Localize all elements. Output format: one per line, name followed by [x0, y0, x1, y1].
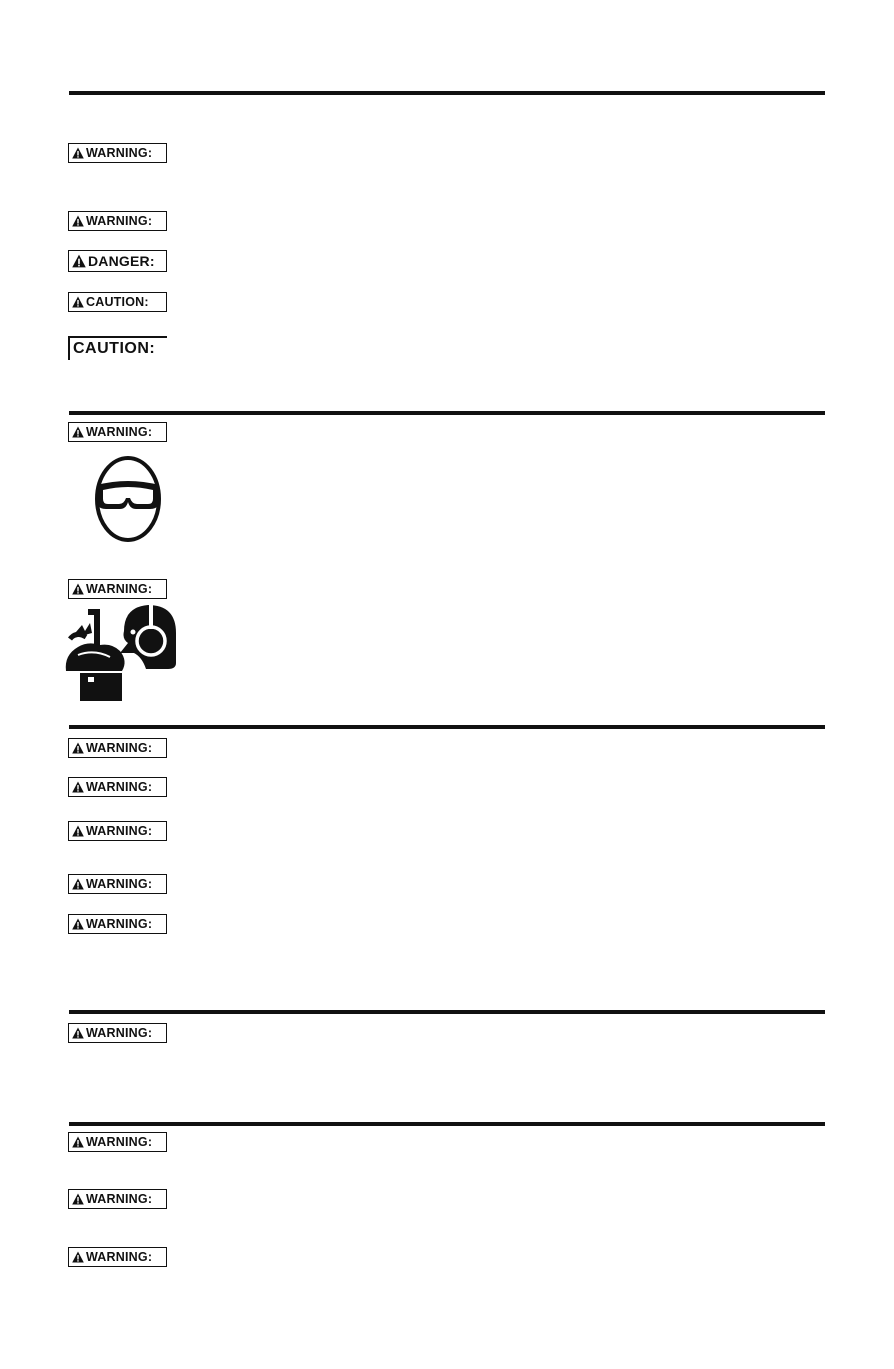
- danger-label: [68, 250, 167, 272]
- warning-text: WARNING:: [86, 916, 153, 931]
- warning-label: [68, 1132, 167, 1152]
- caution-label-no-symbol: [68, 336, 167, 360]
- hearing-protection-icon: [54, 601, 178, 706]
- warning-label: [68, 143, 167, 163]
- warning-text: WARNING:: [86, 213, 153, 228]
- warning-text: WARNING:: [86, 779, 153, 794]
- warning-triangle-icon: [72, 1027, 84, 1039]
- warning-label: [68, 1023, 167, 1043]
- safety-goggles-icon: [92, 455, 164, 550]
- warning-text: WARNING:: [86, 1191, 153, 1206]
- warning-label: [68, 579, 167, 599]
- warning-label: [68, 914, 167, 934]
- warning-label: [68, 422, 167, 442]
- caution-label: [68, 292, 167, 312]
- section-divider: [69, 91, 825, 95]
- warning-text: WARNING:: [86, 740, 153, 755]
- warning-text: WARNING:: [86, 581, 153, 596]
- warning-label: [68, 1189, 167, 1209]
- warning-triangle-icon: [72, 742, 84, 754]
- warning-triangle-icon: [72, 1136, 84, 1148]
- caution-text: CAUTION:: [73, 340, 156, 357]
- caution-text: CAUTION:: [86, 294, 149, 309]
- warning-triangle-icon: [72, 1193, 84, 1205]
- warning-label: [68, 874, 167, 894]
- warning-label: [68, 1247, 167, 1267]
- warning-triangle-icon: [72, 1251, 84, 1263]
- section-divider: [69, 1122, 825, 1126]
- warning-text: WARNING:: [86, 424, 153, 439]
- warning-triangle-icon: [72, 215, 84, 227]
- warning-triangle-icon: [72, 296, 84, 308]
- warning-triangle-icon: [72, 147, 84, 159]
- warning-triangle-icon: [72, 426, 84, 438]
- warning-triangle-icon: [72, 878, 84, 890]
- warning-label: [68, 777, 167, 797]
- warning-triangle-icon: [72, 825, 84, 837]
- warning-text: WARNING:: [86, 1134, 153, 1149]
- warning-triangle-icon: [72, 254, 86, 268]
- warning-triangle-icon: [72, 918, 84, 930]
- warning-triangle-icon: [72, 781, 84, 793]
- warning-text: WARNING:: [86, 823, 153, 838]
- section-divider: [69, 725, 825, 729]
- warning-label: [68, 738, 167, 758]
- warning-text: WARNING:: [86, 1025, 153, 1040]
- danger-text: DANGER:: [88, 253, 155, 269]
- warning-text: WARNING:: [86, 876, 153, 891]
- warning-text: WARNING:: [86, 145, 153, 160]
- warning-label: [68, 821, 167, 841]
- section-divider: [69, 411, 825, 415]
- warning-label: [68, 211, 167, 231]
- warning-triangle-icon: [72, 583, 84, 595]
- warning-text: WARNING:: [86, 1249, 153, 1264]
- section-divider: [69, 1010, 825, 1014]
